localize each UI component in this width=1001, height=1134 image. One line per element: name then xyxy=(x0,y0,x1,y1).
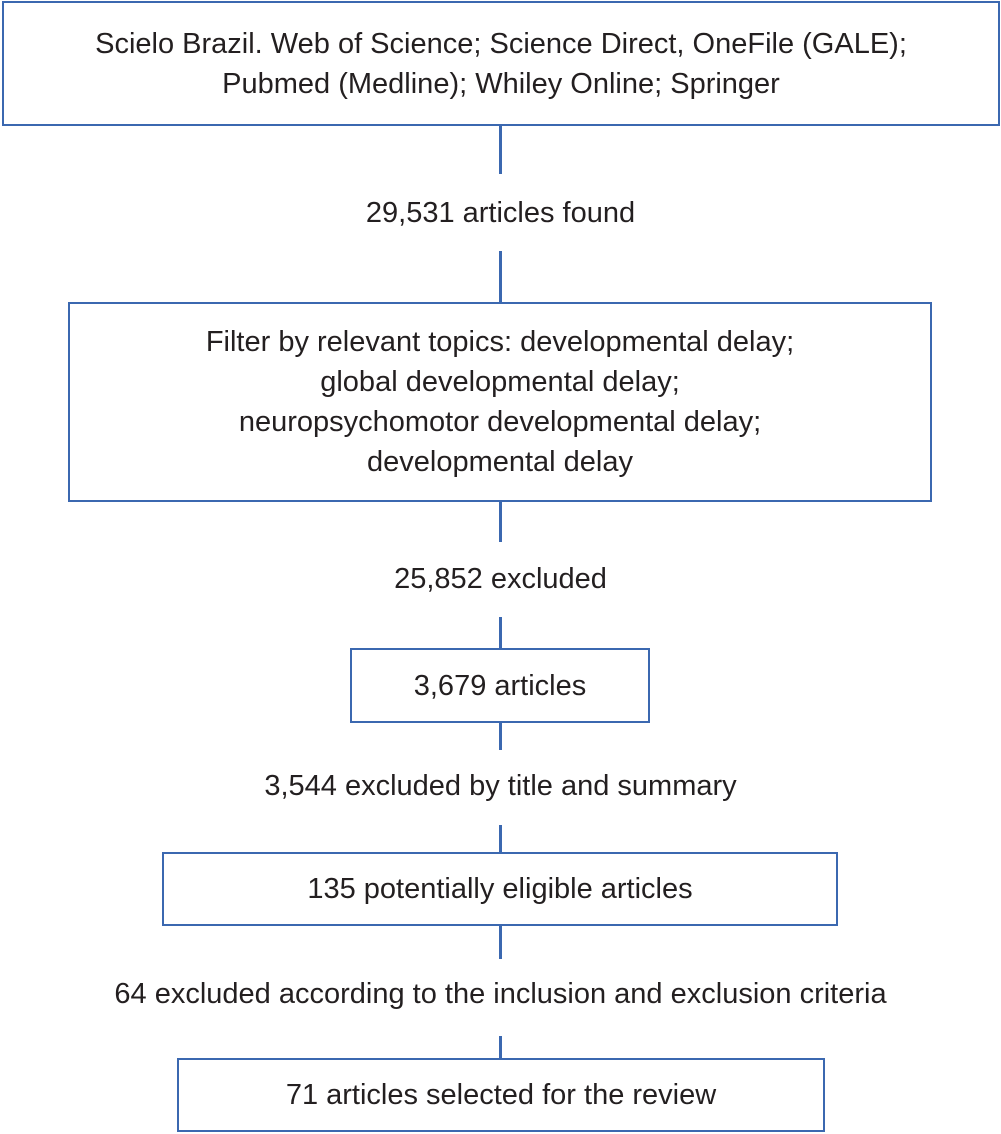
connector-3a xyxy=(499,723,502,750)
connector-1b xyxy=(499,251,502,303)
sources-box xyxy=(2,1,1000,126)
connector-4b xyxy=(499,1036,502,1059)
excluded-by-criteria-label: 64 excluded according to the inclusion and exclusion criteria xyxy=(114,978,887,1010)
eligible-box-text: 135 potentially eligible articles xyxy=(307,873,693,905)
connector-2a xyxy=(499,502,502,542)
connector-3b xyxy=(499,825,502,853)
sources-line-2: Pubmed (Medline); Whiley Online; Springer xyxy=(222,67,780,100)
articles-box-text: 3,679 articles xyxy=(413,669,587,702)
excluded-by-title-label: 3,544 excluded by title and summary xyxy=(264,770,737,802)
articles-found-label: 29,531 articles found xyxy=(365,197,636,229)
filter-line-3: neuropsychomotor developmental delay; xyxy=(238,406,762,438)
selected-box-text: 71 articles selected for the review xyxy=(285,1079,717,1111)
connector-2b xyxy=(499,617,502,649)
filter-line-1: Filter by relevant topics: developmental delay; xyxy=(205,326,795,358)
eligible-box xyxy=(162,852,838,926)
filter-line-2: global developmental delay; xyxy=(320,366,680,398)
sources-line-1: Scielo Brazil. Web of Science; Science Direct, OneFile (GALE); xyxy=(95,27,907,60)
filter-box xyxy=(68,302,932,502)
selected-box xyxy=(177,1058,825,1132)
connector-1a xyxy=(499,126,502,174)
excluded-label-1: 25,852 excluded xyxy=(394,563,607,595)
connector-4a xyxy=(499,926,502,959)
articles-box xyxy=(350,648,650,723)
filter-line-4: developmental delay xyxy=(366,446,633,478)
